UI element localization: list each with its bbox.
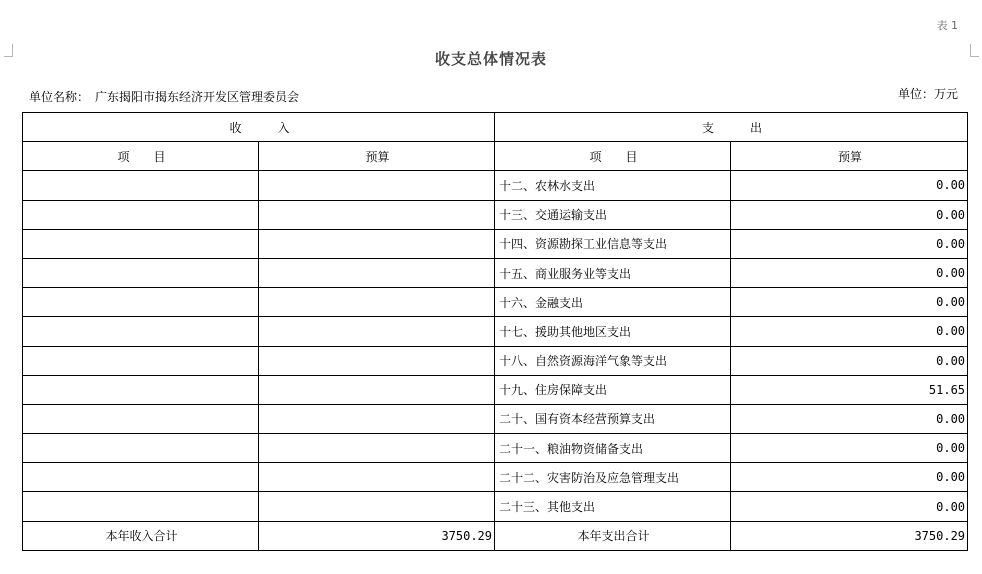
expense-budget-cell: 0.00 bbox=[731, 288, 968, 317]
expense-section-header: 支 出 bbox=[495, 113, 968, 142]
expense-item-cell: 十三、交通运输支出 bbox=[495, 200, 731, 229]
income-item-cell bbox=[23, 258, 259, 287]
income-budget-cell bbox=[259, 317, 495, 346]
expense-item-cell: 十六、金融支出 bbox=[495, 288, 731, 317]
income-item-cell bbox=[23, 171, 259, 200]
income-budget-cell bbox=[259, 375, 495, 404]
income-expense-table bbox=[22, 112, 968, 551]
unit-name-value: 广东揭阳市揭东经济开发区管理委员会 bbox=[95, 90, 300, 104]
expense-budget-cell: 0.00 bbox=[731, 171, 968, 200]
income-item-cell bbox=[23, 317, 259, 346]
table-row bbox=[23, 200, 968, 229]
income-item-cell bbox=[23, 375, 259, 404]
expense-budget-header: 预算 bbox=[731, 142, 968, 171]
income-budget-cell bbox=[259, 200, 495, 229]
expense-item-cell: 十九、住房保障支出 bbox=[495, 375, 731, 404]
page-title: 收支总体情况表 bbox=[434, 50, 547, 68]
income-budget-cell bbox=[259, 346, 495, 375]
expense-budget-cell: 0.00 bbox=[731, 492, 968, 521]
income-budget-cell bbox=[259, 288, 495, 317]
column-header-row bbox=[23, 142, 968, 171]
expense-item-cell: 十五、商业服务业等支出 bbox=[495, 258, 731, 287]
table-row bbox=[23, 229, 968, 258]
income-budget-header: 预算 bbox=[259, 142, 495, 171]
income-budget-cell bbox=[259, 434, 495, 463]
expense-item-cell: 二十二、灾害防治及应急管理支出 bbox=[495, 463, 731, 492]
expense-item-cell: 十八、自然资源海洋气象等支出 bbox=[495, 346, 731, 375]
table-row bbox=[23, 346, 968, 375]
income-budget-cell bbox=[259, 258, 495, 287]
totals-row bbox=[23, 521, 968, 550]
expense-budget-cell: 0.00 bbox=[731, 200, 968, 229]
expense-budget-cell: 0.00 bbox=[731, 346, 968, 375]
income-item-cell bbox=[23, 346, 259, 375]
income-item-cell bbox=[23, 404, 259, 433]
income-budget-cell bbox=[259, 492, 495, 521]
income-budget-cell bbox=[259, 171, 495, 200]
income-item-cell bbox=[23, 492, 259, 521]
income-total-value: 3750.29 bbox=[259, 521, 495, 550]
table-row bbox=[23, 288, 968, 317]
income-item-cell bbox=[23, 288, 259, 317]
income-item-cell bbox=[23, 200, 259, 229]
income-item-header: 项 目 bbox=[23, 142, 259, 171]
table-row bbox=[23, 463, 968, 492]
expense-item-cell: 二十三、其他支出 bbox=[495, 492, 731, 521]
expense-budget-cell: 0.00 bbox=[731, 317, 968, 346]
expense-item-cell: 十四、资源勘探工业信息等支出 bbox=[495, 229, 731, 258]
income-budget-cell bbox=[259, 463, 495, 492]
expense-budget-cell: 51.65 bbox=[731, 375, 968, 404]
income-item-cell bbox=[23, 463, 259, 492]
table-row bbox=[23, 171, 968, 200]
expense-item-cell: 十二、农林水支出 bbox=[495, 171, 731, 200]
table-row bbox=[23, 258, 968, 287]
expense-item-header: 项 目 bbox=[495, 142, 731, 171]
table-number: 表 1 bbox=[936, 19, 958, 32]
expense-item-cell: 二十一、粮油物资储备支出 bbox=[495, 434, 731, 463]
expense-budget-cell: 0.00 bbox=[731, 463, 968, 492]
expense-budget-cell: 0.00 bbox=[731, 229, 968, 258]
table-row bbox=[23, 434, 968, 463]
table-row bbox=[23, 317, 968, 346]
expense-total-label: 本年支出合计 bbox=[495, 521, 731, 550]
table-row bbox=[23, 404, 968, 433]
table-row bbox=[23, 375, 968, 404]
income-budget-cell bbox=[259, 404, 495, 433]
expense-item-cell: 二十、国有资本经营预算支出 bbox=[495, 404, 731, 433]
income-item-cell bbox=[23, 434, 259, 463]
table-row bbox=[23, 492, 968, 521]
income-total-label: 本年收入合计 bbox=[23, 521, 259, 550]
income-section-header: 收 入 bbox=[23, 113, 495, 142]
expense-total-value: 3750.29 bbox=[731, 521, 968, 550]
unit-name-label: 单位名称： bbox=[29, 90, 90, 104]
unit-name-row bbox=[29, 88, 305, 105]
expense-item-cell: 十七、援助其他地区支出 bbox=[495, 317, 731, 346]
income-item-cell bbox=[23, 229, 259, 258]
expense-budget-cell: 0.00 bbox=[731, 404, 968, 433]
expense-budget-cell: 0.00 bbox=[731, 258, 968, 287]
income-budget-cell bbox=[259, 229, 495, 258]
expense-budget-cell: 0.00 bbox=[731, 434, 968, 463]
money-unit: 单位：万元 bbox=[897, 87, 958, 101]
section-header-row bbox=[23, 113, 968, 142]
